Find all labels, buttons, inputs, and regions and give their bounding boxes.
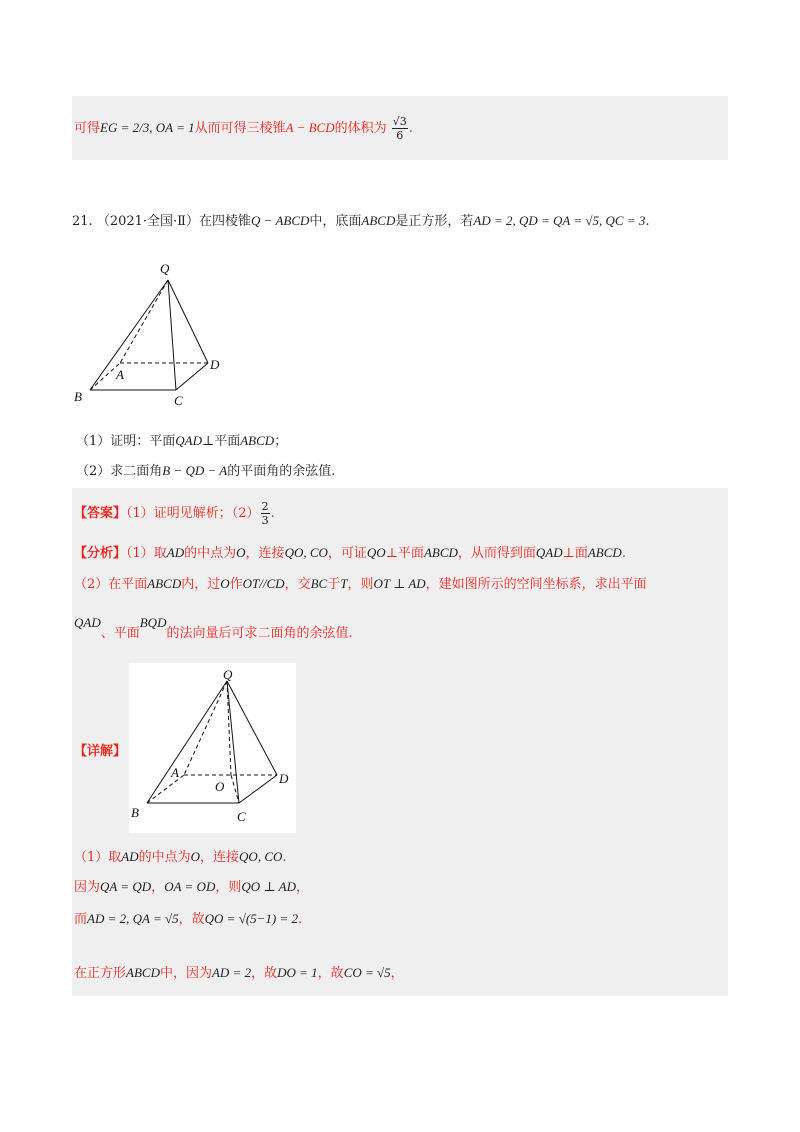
math-abcd: ABCD <box>126 965 160 980</box>
analysis-text: . <box>621 546 626 561</box>
eg-formula: EG = 2/3, OA = 1 <box>100 120 195 135</box>
detail-text: . <box>298 912 303 927</box>
detail-text: 的中点为 <box>138 850 191 865</box>
math-o: O <box>236 545 246 560</box>
analysis-text: ⊥面 <box>562 546 588 561</box>
math-ot: OT//CD <box>242 576 285 591</box>
math-ad: AD <box>121 849 139 864</box>
edge-qd <box>168 280 208 363</box>
tetra-name: A − BCD <box>285 120 335 135</box>
math-qo: QO <box>366 545 386 560</box>
q2-end: 的平面角的余弦值. <box>227 464 336 479</box>
analysis-line-3 <box>74 615 353 641</box>
edge-qa <box>120 280 168 363</box>
analysis-text: （1）取 <box>126 546 167 561</box>
question-1 <box>76 430 287 449</box>
analysis-text: ，则 <box>347 577 374 592</box>
edge-qa <box>184 681 227 775</box>
math-qo-value: QO = √(5−1) = 2 <box>204 911 299 926</box>
analysis-text: ⊥平面 <box>385 546 424 561</box>
analysis-text: （2）在平面 <box>74 577 148 592</box>
top-middle: 从而可得三棱锥 <box>194 121 286 136</box>
label-q: Q <box>160 261 170 276</box>
detail-text: ，故 <box>251 966 278 981</box>
analysis-text: ，交 <box>284 577 311 592</box>
edge-qb <box>90 280 168 390</box>
edge-qc <box>168 280 176 390</box>
label-d: D <box>279 771 289 786</box>
math-abcd: ABCD <box>587 545 622 560</box>
math-t: T <box>340 576 348 591</box>
analysis-text: 的法向量后可求二面角的余弦值. <box>166 626 353 641</box>
analysis-text: 于 <box>327 577 341 592</box>
detail-text: 中，因为 <box>159 966 212 981</box>
problem-statement <box>72 210 650 229</box>
detail-step-2 <box>74 876 309 895</box>
label-b: B <box>131 805 139 820</box>
problem-text2: 是正方形，若 <box>395 214 474 229</box>
answer-num: 2 <box>261 500 269 513</box>
math-ad-value: AD = 2 <box>211 965 252 980</box>
problem-end: . <box>645 214 650 229</box>
problem-text1: 中，底面 <box>309 214 362 229</box>
conditions: AD = 2, QD = QA = √5, QC = 3 <box>473 213 646 228</box>
detail-text: 而 <box>74 912 88 927</box>
label-a: A <box>171 765 179 780</box>
detail-text: 在正方形 <box>74 966 127 981</box>
q2-prefix: （2）求二面角 <box>76 464 163 479</box>
edge-cd <box>239 775 277 803</box>
q1-end: ； <box>274 434 288 449</box>
detail-tag: 【详解】 <box>74 744 127 759</box>
math-do-value: DO = 1 <box>277 965 318 980</box>
pyramid-name: Q − ABCD <box>251 213 310 228</box>
pyramid-figure-2 <box>129 663 296 833</box>
label-c: C <box>237 809 246 824</box>
math-abcd: ABCD <box>147 576 182 591</box>
label-q: Q <box>223 667 233 682</box>
detail-text: 因为 <box>74 880 101 895</box>
detail-text: ， <box>390 966 404 981</box>
detail-text: ， <box>151 880 165 895</box>
math-ad-qa: AD = 2, QA = √5 <box>87 911 179 926</box>
problem-number: 21. <box>72 214 93 229</box>
analysis-text: ，可证 <box>327 546 367 561</box>
analysis-text: ，从而得到面 <box>457 546 536 561</box>
detail-text: ，故 <box>178 912 205 927</box>
answer-fraction <box>261 500 270 527</box>
analysis-text: 的中点为 <box>184 546 237 561</box>
math-qaqd: QA = QD <box>100 879 152 894</box>
pyramid-figure-1 <box>70 255 230 410</box>
q1-perp: ⊥平面 <box>202 434 241 449</box>
math-o: O <box>220 576 230 591</box>
top-suffix: 的体积为 <box>334 121 387 136</box>
edge-qo <box>227 681 231 775</box>
q2-angle: B − QD − A <box>162 463 228 478</box>
volume-num: √3 <box>392 115 407 128</box>
detail-text: （1）取 <box>74 850 122 865</box>
answer-line <box>74 500 275 527</box>
detail-text: ， <box>295 880 309 895</box>
detail-text: ，故 <box>317 966 344 981</box>
analysis-text: 、平面 <box>100 626 140 641</box>
label-d: D <box>210 357 220 372</box>
volume-den: 6 <box>396 129 404 142</box>
answer-end: . <box>270 506 275 521</box>
volume-fraction <box>392 115 408 142</box>
math-qad: QAD <box>74 615 101 630</box>
label-a: A <box>116 367 124 382</box>
math-otad: OT ⊥ AD <box>373 576 426 591</box>
top-end: . <box>408 121 413 136</box>
q1-plane1: QAD <box>175 433 202 448</box>
top-prefix: 可得 <box>74 121 101 136</box>
base-name: ABCD <box>361 213 396 228</box>
answer-den: 3 <box>261 514 269 527</box>
math-qoco: QO, CO <box>284 545 328 560</box>
analysis-line-2 <box>74 573 647 592</box>
math-oaod: OA = OD <box>164 879 216 894</box>
detail-text: . <box>282 850 287 865</box>
detail-text: ，连接 <box>200 850 240 865</box>
math-qad: QAD <box>535 545 563 560</box>
detail-step-4 <box>74 962 404 981</box>
answer-tag: 【答案】 <box>74 506 127 521</box>
question-2 <box>76 460 335 479</box>
math-bqd: BQD <box>139 615 167 630</box>
detail-step-3 <box>74 908 302 927</box>
analysis-text: ，建如图所示的空间坐标系，求出平面 <box>425 577 647 592</box>
analysis-text: 作 <box>229 577 243 592</box>
detail-text: ，则 <box>215 880 242 895</box>
edge-cd <box>176 363 208 390</box>
label-b: B <box>74 389 82 404</box>
analysis-line-1 <box>74 542 626 561</box>
q1-plane2: ABCD <box>240 433 275 448</box>
q1-prefix: （1）证明：平面 <box>76 434 176 449</box>
label-c: C <box>174 393 183 408</box>
label-o: O <box>215 779 225 794</box>
math-abcd: ABCD <box>423 545 458 560</box>
math-co-value: CO = √5 <box>343 965 391 980</box>
top-solution-line <box>74 115 413 142</box>
math-qoco: QO, CO <box>239 849 283 864</box>
math-bc: BC <box>310 576 328 591</box>
analysis-tag: 【分析】 <box>74 546 127 561</box>
math-ad: AD <box>166 545 185 560</box>
math-qoad: QO ⊥ AD <box>241 879 296 894</box>
analysis-text: 内，过 <box>181 577 221 592</box>
math-o: O <box>190 849 201 864</box>
answer-text: （1）证明见解析；（2） <box>126 506 260 521</box>
problem-source: （2021·全国·Ⅱ）在四棱锥 <box>96 214 252 229</box>
analysis-text: ，连接 <box>245 546 285 561</box>
detail-step-1 <box>74 846 287 865</box>
